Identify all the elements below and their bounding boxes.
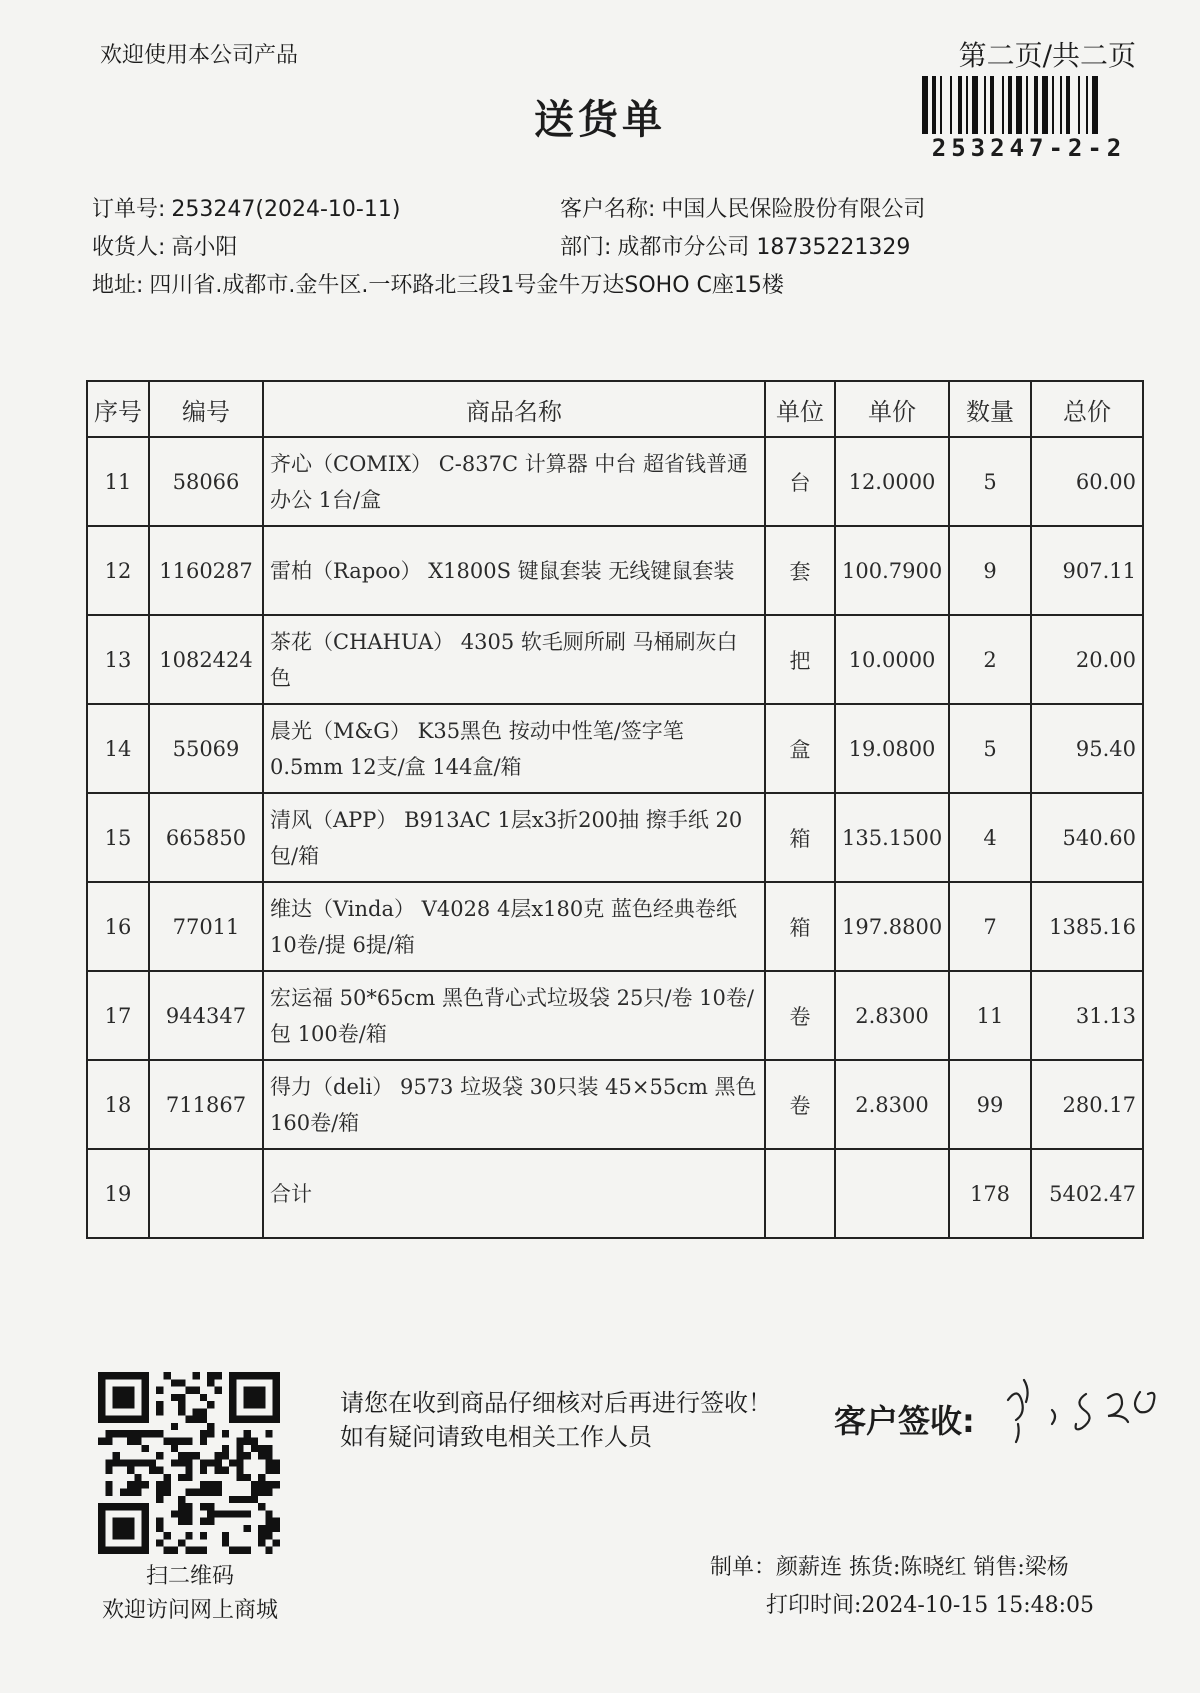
cell-quantity: 5 xyxy=(949,437,1031,526)
cell-unit: 把 xyxy=(765,615,835,704)
cell-unit-price: 197.8800 xyxy=(835,882,949,971)
cell-seq: 18 xyxy=(87,1060,149,1149)
cell-total: 60.00 xyxy=(1031,437,1143,526)
summary-label: 合计 xyxy=(263,1149,765,1238)
address-label: 地址: xyxy=(92,273,144,298)
table-header-row xyxy=(87,381,1143,437)
cell-total: 95.40 xyxy=(1031,704,1143,793)
cell-code: 58066 xyxy=(149,437,263,526)
document-title: 送货单 xyxy=(534,97,666,143)
table-row xyxy=(87,882,1143,971)
table-row xyxy=(87,1060,1143,1149)
cell-quantity: 2 xyxy=(949,615,1031,704)
receiver-value: 高小阳 xyxy=(171,235,238,260)
cell-code: 665850 xyxy=(149,793,263,882)
cell-quantity: 99 xyxy=(949,1060,1031,1149)
cell-product-name: 茶花（CHAHUA） 4305 软毛厕所刷 马桶刷灰白色 xyxy=(263,615,765,704)
cell-seq: 12 xyxy=(87,526,149,615)
summary-total: 5402.47 xyxy=(1031,1149,1143,1238)
address xyxy=(92,268,784,299)
cell-product-name: 雷柏（Rapoo） X1800S 键鼠套装 无线键鼠套装 xyxy=(263,526,765,615)
cell-total: 31.13 xyxy=(1031,971,1143,1060)
order-number-value: 253247(2024-10-11) xyxy=(171,197,401,222)
cell-quantity: 9 xyxy=(949,526,1031,615)
cell-code: 77011 xyxy=(149,882,263,971)
qr-caption xyxy=(70,1560,310,1628)
order-number xyxy=(92,192,400,223)
cell-code: 1082424 xyxy=(149,615,263,704)
cell-product-name: 晨光（M&G） K35黑色 按动中性笔/签字笔 0.5mm 12支/盒 144盒/箱 xyxy=(263,704,765,793)
header-unit-price: 单价 xyxy=(835,381,949,437)
header-quantity: 数量 xyxy=(949,381,1031,437)
cell-total: 907.11 xyxy=(1031,526,1143,615)
receiver xyxy=(92,230,237,261)
qr-caption-line-1: 扫二维码 xyxy=(145,1564,234,1589)
cell-seq: 16 xyxy=(87,882,149,971)
cell-quantity: 4 xyxy=(949,793,1031,882)
handwritten-signature xyxy=(1000,1370,1180,1450)
receiver-label: 收货人: xyxy=(92,235,166,260)
cell-seq: 19 xyxy=(87,1149,149,1238)
cell-seq: 11 xyxy=(87,437,149,526)
cell-unit-price: 12.0000 xyxy=(835,437,949,526)
cell-code: 55069 xyxy=(149,704,263,793)
summary-row xyxy=(87,1149,1143,1238)
cell-code: 944347 xyxy=(149,971,263,1060)
cell-total: 20.00 xyxy=(1031,615,1143,704)
table-row xyxy=(87,971,1143,1060)
cell-unit: 箱 xyxy=(765,793,835,882)
cell-seq: 14 xyxy=(87,704,149,793)
staff-info: 制单：颜薪连 拣货:陈晓红 销售:梁杨 xyxy=(710,1555,1069,1580)
cell-quantity: 7 xyxy=(949,882,1031,971)
customer-name-value: 中国人民保险股份有限公司 xyxy=(661,197,926,222)
cell-unit: 套 xyxy=(765,526,835,615)
cell-product-name: 得力（deli） 9573 垃圾袋 30只装 45×55cm 黑色 160卷/箱 xyxy=(263,1060,765,1149)
company-slogan: 欢迎使用本公司产品 xyxy=(100,43,299,68)
cell-unit-price: 19.0800 xyxy=(835,704,949,793)
cell-price-empty xyxy=(835,1149,949,1238)
cell-unit-price: 100.7900 xyxy=(835,526,949,615)
cell-code: 711867 xyxy=(149,1060,263,1149)
department-label: 部门: xyxy=(560,235,612,260)
items-table xyxy=(86,380,1144,1239)
address-value: 四川省.成都市.金牛区.一环路北三段1号金牛万达SOHO C座15楼 xyxy=(149,273,784,298)
order-number-label: 订单号: xyxy=(92,197,166,222)
cell-product-name: 齐心（COMIX） C-837C 计算器 中台 超省钱普通办公 1台/盒 xyxy=(263,437,765,526)
cell-unit-empty xyxy=(765,1149,835,1238)
table-row xyxy=(87,704,1143,793)
cell-seq: 15 xyxy=(87,793,149,882)
cell-product-name: 宏运福 50*65cm 黑色背心式垃圾袋 25只/卷 10卷/包 100卷/箱 xyxy=(263,971,765,1060)
header-total: 总价 xyxy=(1031,381,1143,437)
print-time: 打印时间:2024-10-15 15:48:05 xyxy=(766,1593,1095,1618)
header-unit: 单位 xyxy=(765,381,835,437)
cell-total: 1385.16 xyxy=(1031,882,1143,971)
cell-unit: 台 xyxy=(765,437,835,526)
cell-unit-price: 135.1500 xyxy=(835,793,949,882)
cell-product-name: 清风（APP） B913AC 1层x3折200抽 擦手纸 20包/箱 xyxy=(263,793,765,882)
table-row xyxy=(87,526,1143,615)
cell-unit: 卷 xyxy=(765,971,835,1060)
cell-unit-price: 2.8300 xyxy=(835,971,949,1060)
cell-quantity: 5 xyxy=(949,704,1031,793)
department-value: 成都市分公司 18735221329 xyxy=(617,235,911,260)
receipt-notice: 请您在收到商品仔细核对后再进行签收！如有疑问请致电相关工作人员 xyxy=(340,1389,772,1451)
header-product-name: 商品名称 xyxy=(263,381,765,437)
barcode-icon xyxy=(922,76,1136,134)
cell-unit: 盒 xyxy=(765,704,835,793)
table-row xyxy=(87,793,1143,882)
cell-unit: 卷 xyxy=(765,1060,835,1149)
table-row xyxy=(87,615,1143,704)
customer-name-label: 客户名称: xyxy=(560,197,656,222)
cell-seq: 17 xyxy=(87,971,149,1060)
barcode-number: 253247-2-2 xyxy=(931,134,1127,162)
table-row xyxy=(87,437,1143,526)
cell-code: 1160287 xyxy=(149,526,263,615)
cell-quantity: 11 xyxy=(949,971,1031,1060)
cell-code-empty xyxy=(149,1149,263,1238)
page-indicator: 第二页/共二页 xyxy=(958,39,1136,72)
cell-unit: 箱 xyxy=(765,882,835,971)
header-code: 编号 xyxy=(149,381,263,437)
cell-unit-price: 10.0000 xyxy=(835,615,949,704)
customer-name xyxy=(560,192,925,223)
cell-unit-price: 2.8300 xyxy=(835,1060,949,1149)
summary-quantity: 178 xyxy=(949,1149,1031,1238)
header-seq: 序号 xyxy=(87,381,149,437)
cell-total: 540.60 xyxy=(1031,793,1143,882)
cell-seq: 13 xyxy=(87,615,149,704)
cell-total: 280.17 xyxy=(1031,1060,1143,1149)
customer-signature-label: 客户签收: xyxy=(834,1402,975,1440)
qr-caption-line-2: 欢迎访问网上商城 xyxy=(101,1598,278,1623)
qr-code-icon xyxy=(98,1372,280,1554)
cell-product-name: 维达（Vinda） V4028 4层x180克 蓝色经典卷纸 10卷/提 6提/箱 xyxy=(263,882,765,971)
department xyxy=(560,230,910,261)
